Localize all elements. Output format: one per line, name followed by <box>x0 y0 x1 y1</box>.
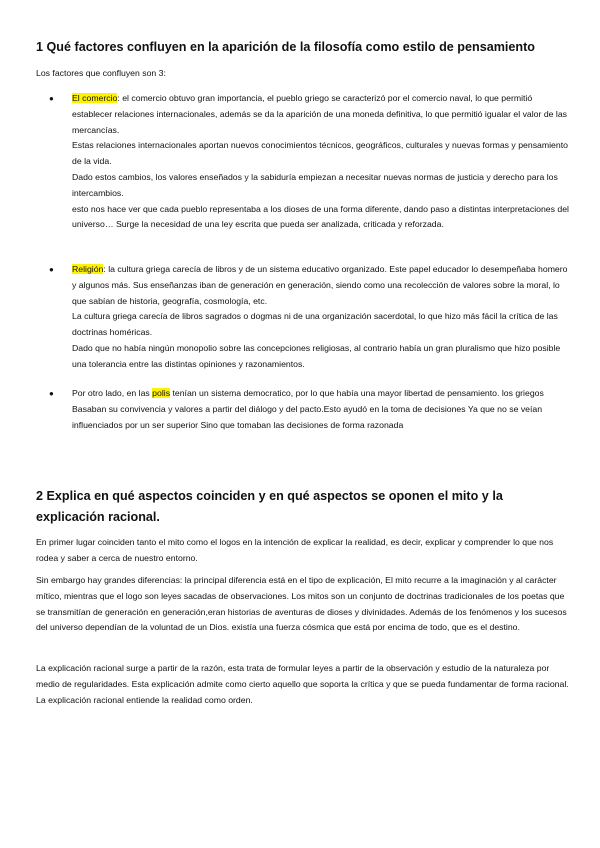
factor-item-commerce <box>49 91 572 233</box>
factor-text: tenían un sistema democratico, por lo que había una mayor libertad de pensamiento. los griegos Basaban su convivencia y valores a partir del diálogo y del pacto.Esto ayudó en la toma de decisiones Ya que no se veían influenciados por un ser superior Sino que tomaban las decisiones de forma razonada <box>72 388 544 430</box>
factor-text: : el comercio obtuvo gran importancia, el pueblo griego se caracterizó por el comercio naval, lo que permitió establecer relaciones internacionales, además se da la aparición de una moneda definitiva, lo que permitió igualar el valor de las mercancías. Estas relaciones internacionales aportan nuevos conocimientos técnicos, geográficos, culturales y nuevas formas y pensamiento de la vida. Dado estos cambios, los valores enseñados y la sabiduría empiezan a necesitar nuevas normas de justicia y derecho para los intercambios. esto nos hace ver que cada pueblo representaba a los dioses de una forma diferente, dando paso a distintas interpretaciones del universo… Surge la necesidad de una ley escrita que pueda ser analizada, criticada y reforzada. <box>72 93 569 230</box>
highlighted-term: polis <box>152 388 171 398</box>
question-1-heading: 1 Qué factores confluyen en la aparición de la filosofía como estilo de pensamiento <box>36 40 535 54</box>
bullet-icon: ● <box>49 94 54 103</box>
highlighted-term: Religión <box>72 264 104 274</box>
factor-item-polis <box>49 386 572 433</box>
bullet-icon: ● <box>49 265 54 274</box>
factor-text-lead: Por otro lado, en las <box>72 388 153 398</box>
answer-paragraph: La explicación racional surge a partir de la razón, esta trata de formular leyes a partir de la observación y estudio de la naturaleza por medio de regularidades. Esta explicación admite como cierto aquello que soporta la crítica y que se pueda fundamentar de forma racional. La explicación racional entiende la realidad como orden. <box>36 663 569 705</box>
question-1-intro: Los factores que confluyen son 3: <box>36 68 166 78</box>
factor-item-religion <box>49 262 572 373</box>
bullet-icon: ● <box>49 389 54 398</box>
question-2-heading: 2 Explica en qué aspectos coinciden y en qué aspectos se oponen el mito y la explicación racional. <box>36 489 503 524</box>
highlighted-term: El comercio <box>72 93 118 103</box>
answer-paragraph: En primer lugar coinciden tanto el mito como el logos en la intención de explicar la realidad, es decir, explicar y comprender lo que nos rodea y saber a cerca de nuestro entorno. <box>36 537 554 563</box>
answer-paragraph: Sin embargo hay grandes diferencias: la principal diferencia está en el tipo de explicación, El mito recurre a la imaginación y al carácter mítico, mientras que el logo son leyes sacadas de observaciones. Los mitos son un conjunto de doctrinas tradicionales de los poetas que se transmitían de generación en generación,eran historias de aventuras de dioses y divinidades. Además de los fenómenos y los sucesos del universo dependían de la voluntad de un Dios. existía una fuerza cósmica que está por encima de todo, que es el destino. <box>36 575 567 633</box>
factor-text: : la cultura griega carecía de libros y de un sistema educativo organizado. Este papel educador lo desempeñaba homero y algunos más. Sus enseñanzas iban de generación en generación, siendo como una recolección de valores sobre la moral, lo que sabían de historia, geografía, cosmología, etc. La cultura griega carecía de libros sagrados o dogmas ni de una organización sacerdotal, lo que hizo más fácil la crítica de las doctrinas homéricas. Dado que no había ningún monopolio sobre las concepciones religiosas, al contrario había un gran pluralismo que hizo posible una tolerancia entre las distintas opiniones y razonamientos. <box>72 264 568 369</box>
